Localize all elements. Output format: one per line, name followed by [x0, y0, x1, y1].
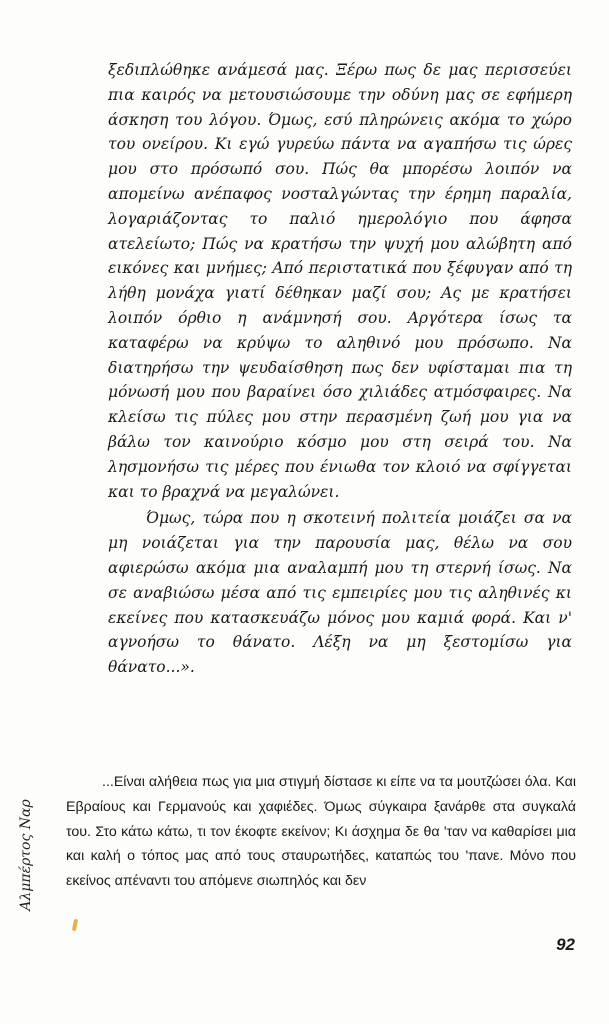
quoted-letter — [108, 58, 572, 680]
author-name: Αλμπέρτος Ναρ — [18, 799, 34, 911]
ink-mark — [72, 919, 78, 932]
quote-paragraph: ξεδιπλώθηκε ανάμεσά μας. Ξέρω πως δε μας περισσεύει πια καιρός να μετουσιώσουμε την οδύνη μας σε εφήμερη άσκηση του λόγου. Όμως, εσύ πληρώνεις ακόμα το χώρο του ονείρου. Κι εγώ γυρεύω πάντα να αγαπήσω τις ώρες μου στο πρόσωπό σου. Πώς θα μπορέσω λοιπόν να απομείνω ανέπαφος νοσταλγώντας την έρημη παραλία, λογαριάζοντας το παλιό ημερολόγιο που άφησα ατελείωτο; Πώς να κρατήσω την ψυχή μου αλώβητη από εικόνες και μνήμες; Από περιστατικά που ξέφυγαν από τη λήθη μονάχα γιατί δέθηκαν μαζί σου; Ας με κρατήσει λοιπόν όρθιο η ανάμνησή σου. Αργότερα ίσως τα καταφέρω να κρύψω το αληθινό μου πρόσωπο. Να διατηρήσω την ψευδαίσθηση πως δεν υφίσταμαι πια τη μόνωσή μου που βαραίνει όσο χιλιάδες ατμόσφαιρες. Να κλείσω τις πύλες μου στην περασμένη ζωή μου για να βάλω τον καινούριο κόσμο μου στη σειρά του. Να λησμονήσω τις μέρες που ένιωθα τον κλοιό να σφίγγεται και το βραχνά να μεγαλώνει. — [108, 61, 572, 501]
narrative-text — [66, 770, 576, 894]
body-paragraph: ...Είναι αλήθεια πως για μια στιγμή δίστασε κι είπε να τα μουτζώσει όλα. Και Εβραίους και Γερμανούς και χαφιέδες. Όμως σύγκαιρα ξανάρθε στα συγκαλά του. Στο κάτω κάτω, τι τον έκοφτε εκείνον; Κι άσχημα δε θα 'ταν να καθαρίσει μια και καλή ο τόπος μας από τους σταυρωτήδες, καταπώς του 'πανε. Μόνο που εκείνος απέναντι του απόμενε σιωπηλός και δεν — [66, 774, 576, 890]
page-number: 92 — [556, 935, 575, 954]
quote-paragraph: Όμως, τώρα που η σκοτεινή πολιτεία μοιάζει σα να μη νοιάζεται για την παρουσία μας, θέλω να σου αφιερώσω ακόμα μια αναλαμπή μου τη στερνή ίσως. Να σε αναβιώσω μέσα από τις εμπειρίες μου τις αληθινές κι εκείνες που κατασκευάζω μόνος μου καμιά φορά. Και ν' αγνοήσω το θάνατο. Λέξη να μη ξεστομίσω για θάνατο...». — [108, 509, 572, 677]
running-head — [14, 780, 38, 930]
